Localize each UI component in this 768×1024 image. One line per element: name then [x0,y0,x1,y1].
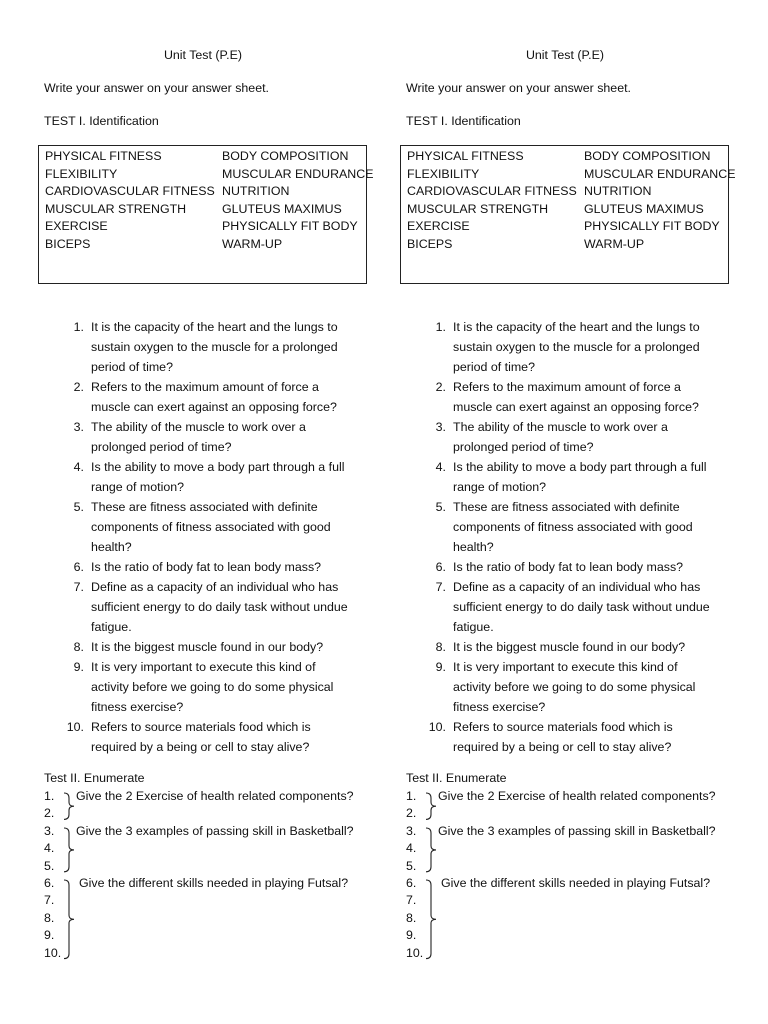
question-line: Refers to the maximum amount of force a [91,380,319,394]
question-number: 5. [73,500,84,514]
question-line: Is the ability to move a body part through a full [91,460,345,474]
test2-heading: Test II. Enumerate [406,771,507,785]
question-item [38,417,383,457]
question-item [400,577,745,637]
question-line: Refers to source materials food which is [453,720,673,734]
curly-brace-icon [425,827,439,873]
question-item [400,717,745,757]
question-line: These are fitness associated with definite [453,500,680,514]
question-line: components of fitness associated with good [453,520,693,534]
question-line: It is the capacity of the heart and the lungs to [91,320,338,334]
enum-number: 8. [44,910,55,925]
question-line: It is the biggest muscle found in our body? [91,640,324,654]
question-number: 1. [73,320,84,334]
question-list [400,317,745,757]
question-line: Is the ability to move a body part through a full [453,460,707,474]
question-number: 3. [435,420,446,434]
term-item: PHYSICAL FITNESS [45,149,162,163]
question-item [38,377,383,417]
curly-brace-icon [63,879,77,960]
question-line: prolonged period of time? [453,440,594,454]
instruction-text: Write your answer on your answer sheet. [44,81,269,95]
question-line: health? [453,540,494,554]
question-line: The ability of the muscle to work over a [453,420,668,434]
enum-number: 8. [406,910,417,925]
question-line: muscle can exert against an opposing force? [453,400,699,414]
question-line: components of fitness associated with good [91,520,331,534]
enum-question: Give the 2 Exercise of health related components? [438,789,716,803]
question-line: range of motion? [453,480,546,494]
enum-number: 7. [406,893,417,908]
term-item: NUTRITION [584,184,652,198]
question-item [400,557,745,577]
enum-number: 4. [44,841,55,856]
term-item: MUSCULAR ENDURANCE [222,166,374,181]
question-number: 1. [435,320,446,334]
question-line: Define as a capacity of an individual who has [453,580,701,594]
question-number: 8. [435,640,446,654]
question-number: 4. [73,460,84,474]
question-item [38,557,383,577]
term-item: MUSCULAR ENDURANCE [584,166,736,181]
enum-question: Give the different skills needed in playing Futsal? [79,876,349,890]
question-number: 9. [435,660,446,674]
question-line: fatigue. [91,620,132,634]
curly-brace-icon [63,792,77,820]
question-line: fatigue. [453,620,494,634]
question-item [38,577,383,637]
terms-box [400,145,736,284]
question-number: 8. [73,640,84,654]
question-line: activity before we going to do some physical [453,680,696,694]
question-line: prolonged period of time? [91,440,232,454]
term-item: WARM-UP [222,236,283,251]
question-number: 9. [73,660,84,674]
question-line: health? [91,540,132,554]
enum-number: 1. [406,789,417,803]
page-title: Unit Test (P.E) [525,48,605,62]
curly-brace-icon [425,879,439,960]
question-line: Is the ratio of body fat to lean body mass? [91,560,322,574]
question-line: sustain oxygen to the muscle for a prolonged [91,340,338,354]
question-line: required by a being or cell to stay alive? [91,740,310,754]
term-item: BICEPS [45,236,91,251]
question-number: 4. [435,460,446,474]
term-item: FLEXIBILITY [45,166,118,181]
question-number: 3. [73,420,84,434]
enum-number: 7. [44,893,55,908]
term-item: PHYSICAL FITNESS [407,149,524,163]
test1-heading: TEST I. Identification [406,114,521,128]
enum-question: Give the 2 Exercise of health related components? [76,789,354,803]
enum-question: Give the 3 examples of passing skill in Basketball? [438,823,716,838]
question-line: The ability of the muscle to work over a [91,420,306,434]
term-item: BICEPS [407,236,453,251]
curly-brace-icon [425,792,439,820]
curly-brace-icon [63,827,77,873]
question-line: range of motion? [91,480,184,494]
term-item: WARM-UP [584,236,645,251]
question-number: 5. [435,500,446,514]
question-line: sufficient energy to do daily task without undue [91,600,348,614]
question-line: fitness exercise? [453,700,546,714]
page-title: Unit Test (P.E) [163,48,243,62]
question-number: 2. [73,380,84,394]
term-item: PHYSICALLY FIT BODY [584,219,720,233]
question-number: 2. [435,380,446,394]
question-item [400,417,745,457]
enum-number: 1. [44,789,55,803]
term-item: MUSCULAR STRENGTH [45,201,187,216]
enum-number: 5. [44,858,55,873]
term-item: CARDIOVASCULAR FITNESS [45,184,215,198]
question-item [38,497,383,557]
term-item: FLEXIBILITY [407,166,480,181]
term-item: GLUTEUS MAXIMUS [222,201,342,216]
question-number: 10. [66,720,84,734]
enum-number: 4. [406,841,417,856]
question-item [38,717,383,757]
question-line: Refers to source materials food which is [91,720,311,734]
term-item: EXERCISE [407,219,470,233]
test-sheet-right [400,0,765,1024]
question-item [400,657,745,717]
question-line: sufficient energy to do daily task without undue [453,600,710,614]
question-line: required by a being or cell to stay alive? [453,740,672,754]
question-number: 7. [435,580,446,594]
question-line: sustain oxygen to the muscle for a prolonged [453,340,700,354]
question-line: It is the biggest muscle found in our body? [453,640,686,654]
enum-number: 9. [44,928,55,943]
enum-number: 2. [44,806,55,821]
question-line: Refers to the maximum amount of force a [453,380,681,394]
question-item [400,317,745,377]
question-line: These are fitness associated with definite [91,500,318,514]
question-item [38,457,383,497]
term-item: NUTRITION [222,184,290,198]
term-item: BODY COMPOSITION [222,149,349,163]
question-line: fitness exercise? [91,700,184,714]
question-item [400,637,745,657]
question-line: muscle can exert against an opposing force? [91,400,337,414]
question-number: 6. [435,560,446,574]
enum-number: 2. [406,806,417,821]
test2-heading: Test II. Enumerate [44,771,145,785]
question-line: period of time? [91,360,173,374]
question-number: 6. [73,560,84,574]
instruction-text: Write your answer on your answer sheet. [406,81,631,95]
question-item [38,637,383,657]
enum-number: 10. [406,945,424,960]
question-line: It is very important to execute this kind of [91,660,316,674]
question-item [38,657,383,717]
question-number: 7. [73,580,84,594]
term-item: BODY COMPOSITION [584,149,711,163]
question-item [400,457,745,497]
term-item: PHYSICALLY FIT BODY [222,219,358,233]
enum-question: Give the 3 examples of passing skill in Basketball? [76,823,354,838]
question-line: It is very important to execute this kind of [453,660,678,674]
question-line: It is the capacity of the heart and the lungs to [453,320,700,334]
question-item [38,317,383,377]
enum-number: 6. [406,876,417,890]
term-item: MUSCULAR STRENGTH [407,201,549,216]
question-item [400,377,745,417]
question-number: 10. [428,720,446,734]
enum-number: 3. [44,823,55,838]
enum-number: 6. [44,876,55,890]
question-line: activity before we going to do some physical [91,680,334,694]
enum-question: Give the different skills needed in playing Futsal? [441,876,711,890]
enum-number: 10. [44,945,62,960]
term-item: GLUTEUS MAXIMUS [584,201,704,216]
question-line: Is the ratio of body fat to lean body mass? [453,560,684,574]
question-line: Define as a capacity of an individual who has [91,580,339,594]
enum-number: 9. [406,928,417,943]
enum-number: 5. [406,858,417,873]
enum-number: 3. [406,823,417,838]
question-list [38,317,383,757]
test1-heading: TEST I. Identification [44,114,159,128]
terms-box [38,145,374,284]
question-line: period of time? [453,360,535,374]
term-item: EXERCISE [45,219,108,233]
test-sheet-left [38,0,403,1024]
question-item [400,497,745,557]
term-item: CARDIOVASCULAR FITNESS [407,184,577,198]
